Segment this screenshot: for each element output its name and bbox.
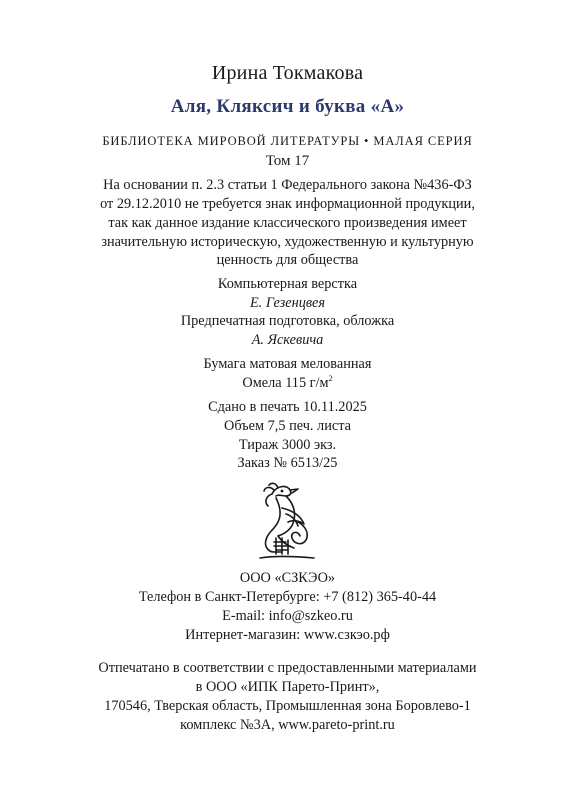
legal-notice-line: ценность для общества xyxy=(216,252,359,268)
printer-info-line: комплекс №3А, www.pareto-print.ru xyxy=(180,717,395,733)
layout-credit-label: Компьютерная верстка xyxy=(217,276,358,292)
author-name: Ирина Токмакова xyxy=(211,62,364,84)
book-title: Аля, Кляксич и буква «А» xyxy=(170,96,405,117)
order-number: Заказ № 6513/25 xyxy=(237,455,338,471)
volume-number: Том 17 xyxy=(265,153,310,169)
printer-info-line: 170546, Тверская область, Промышленная зона Боровлево-1 xyxy=(104,698,471,714)
paper-type: Бумага матовая мелованная xyxy=(203,356,372,372)
print-run: Тираж 3000 экз. xyxy=(238,437,337,453)
sent-to-print: Сдано в печать 10.11.2025 xyxy=(208,399,367,415)
layout-credit-name: Е. Гезенцвея xyxy=(249,295,326,311)
griffin-emblem-icon xyxy=(252,480,322,564)
printer-info-line: Отпечатано в соответствии с предоставленными материалами xyxy=(98,660,477,676)
publisher-shop: Интернет-магазин: www.сзкэо.рф xyxy=(185,627,390,643)
printer-info-line: в ООО «ИПК Парето-Принт», xyxy=(195,679,380,695)
paper-grade-superscript: 2 xyxy=(328,374,333,384)
publisher-phone: Телефон в Санкт-Петербурге: +7 (812) 365-40-44 xyxy=(138,589,437,605)
paper-grade xyxy=(0,375,575,392)
publisher-email: E-mail: info@szkeo.ru xyxy=(222,608,353,624)
prepress-credit-label: Предпечатная подготовка, обложка xyxy=(180,313,395,329)
legal-notice-line: значительную историческую, художественную и культурную xyxy=(101,234,474,250)
publisher-name: ООО «СЗКЭО» xyxy=(239,570,336,586)
series-name: БИБЛИОТЕКА МИРОВОЙ ЛИТЕРАТУРЫ • МАЛАЯ СЕРИЯ xyxy=(102,134,473,148)
legal-notice-line: от 29.12.2010 не требуется знак информационной продукции, xyxy=(100,196,475,212)
paper-grade-text: Омела 115 г/м xyxy=(242,375,329,391)
legal-notice-line: На основании п. 2.3 статьи 1 Федерального закона №436-ФЗ xyxy=(103,177,472,193)
prepress-credit-name: А. Яскевича xyxy=(251,332,324,348)
legal-notice-line: так как данное издание классического произведения имеет xyxy=(108,215,467,231)
print-volume: Объем 7,5 печ. листа xyxy=(224,418,351,434)
